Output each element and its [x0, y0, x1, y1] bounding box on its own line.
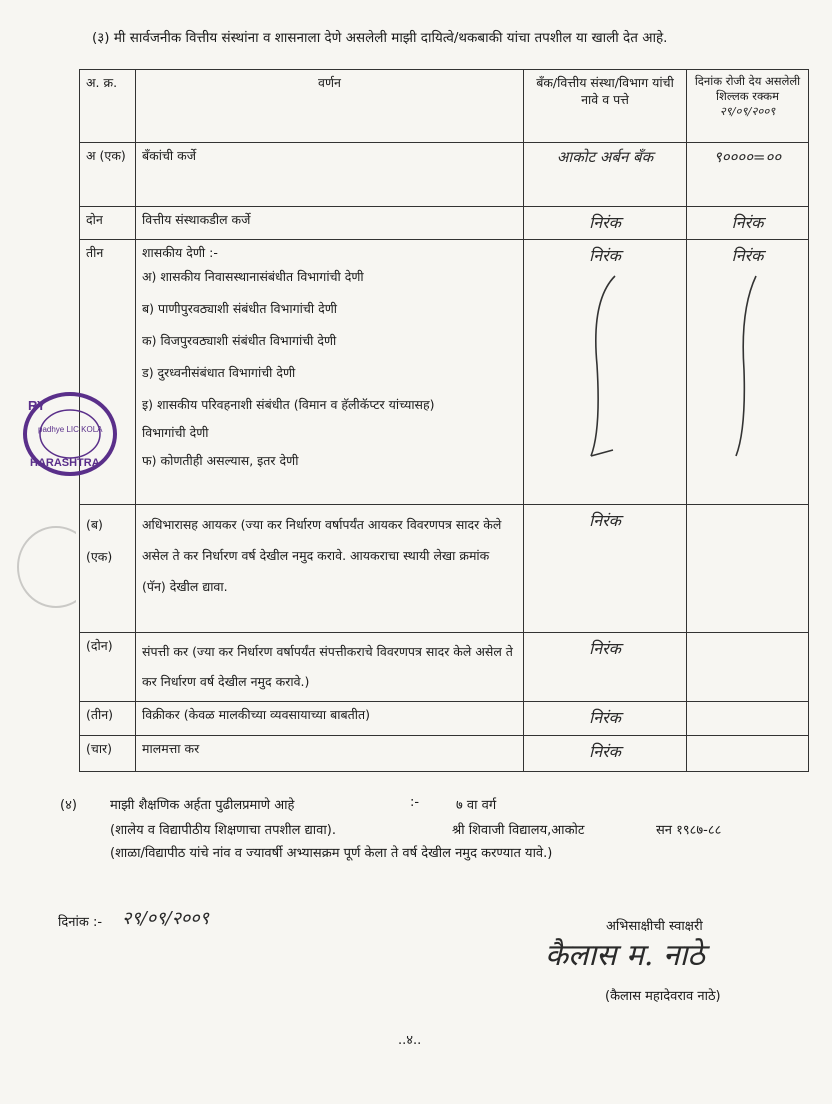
official-stamp-icon — [18, 386, 118, 482]
row-institution: निरंक — [524, 632, 687, 701]
row-serial: अ (एक) — [80, 143, 136, 207]
qualification-school: श्री शिवाजी विद्यालय,आकोट — [452, 823, 585, 838]
row-amount: निरंक — [687, 207, 809, 240]
row-amount-text: निरंक — [731, 246, 764, 266]
qualification-value: ७ वा वर्ग — [456, 798, 497, 813]
row-description: विक्रीकर (केवळ मालकीच्या व्यवसायाच्या बाबतीत) — [136, 701, 524, 735]
row-amount — [687, 632, 809, 701]
govt-subitem: फ) कोणतीही असल्यास, इतर देणी — [142, 453, 299, 469]
header-amount-handwritten: २९/०९/२००९ — [719, 104, 776, 118]
govt-subitems — [142, 261, 517, 477]
handwritten-brace-icon — [728, 270, 768, 460]
govt-subitem: ब) पाणीपुरवठ्याशी संबंधीत विभागांची देणी — [142, 301, 337, 317]
qualification-note: (शाळा/विद्यापीठ यांचे नांव व ज्यावर्षी अभ्यासक्रम पूर्ण केला ते वर्ष देखील नमुद करण्यात यावे.) — [110, 846, 553, 861]
header-institution: बँक/वित्तीय संस्था/विभाग यांची नावे व पत्ते — [524, 70, 687, 143]
row-serial: (ब) (एक) — [80, 504, 136, 632]
row-institution-text: निरंक — [589, 246, 621, 266]
row-description — [136, 240, 524, 504]
row-serial: (तीन) — [80, 701, 136, 735]
row-amount — [687, 504, 809, 632]
row-description: मालमत्ता कर — [136, 735, 524, 771]
govt-subitem: अ) शासकीय निवासस्थानासंबंधीत विभागांची देणी — [142, 269, 364, 285]
liabilities-table — [79, 69, 809, 772]
table-row — [80, 143, 809, 207]
signature-label: अभिसाक्षीची स्वाक्षरी — [606, 919, 703, 934]
stamp-middle-text: padhye LIC KOLA — [38, 425, 103, 434]
row-institution — [524, 240, 687, 504]
row-description: अधिभारासह आयकर (ज्या कर निर्धारण वर्षापर्यंत आयकर विवरणपत्र सादर केले असेल ते कर निर्धारण वर्ष देखील नमुद करावे. आयकराचा स्थायी लेखा क्रमांक (पॅन) देखील द्यावा. — [136, 504, 524, 632]
table-row — [80, 240, 809, 504]
qualification-number: (४) — [60, 798, 77, 813]
row-description: वित्तीय संस्थाकडील कर्जे — [136, 207, 524, 240]
qualification-colon: :- — [410, 795, 420, 810]
stamp-top-text: RY — [28, 398, 46, 413]
signature: कैलास म. नाठे — [545, 938, 705, 973]
handwritten-brace-icon — [585, 270, 625, 460]
govt-subitem: इ) शासकीय परिवहनाशी संबंधीत (विमान व हॅलीकॅप्टर यांच्यासह) — [142, 397, 435, 413]
row-description: बँकांची कर्जे — [136, 143, 524, 207]
row-serial: दोन — [80, 207, 136, 240]
govt-dues-title: शासकीय देणी :- — [142, 245, 218, 261]
table-row — [80, 701, 809, 735]
row-institution: निरंक — [524, 504, 687, 632]
header-amount-label: दिनांक रोजी देय असलेली शिल्लक रक्कम — [694, 74, 801, 103]
row-amount — [687, 735, 809, 771]
row-institution: आकोट अर्बन बँक — [524, 143, 687, 207]
table-row — [80, 504, 809, 632]
row-serial: (चार) — [80, 735, 136, 771]
row-institution: निरंक — [524, 207, 687, 240]
row-institution: निरंक — [524, 735, 687, 771]
qualification-year: सन १९८७-८८ — [656, 823, 722, 838]
header-amount — [687, 70, 809, 143]
qualification-detail: (शालेय व विद्यापीठीय शिक्षणाचा तपशील द्यावा). — [110, 823, 336, 838]
qualification-label: माझी शैक्षणिक अर्हता पुढीलप्रमाणे आहे — [110, 798, 295, 813]
row-description: संपत्ती कर (ज्या कर निर्धारण वर्षापर्यंत संपत्तीकराचे विवरणपत्र सादर केले असेल ते कर निर्धारण वर्ष देखील नमुद करावे.) — [136, 632, 524, 701]
row-serial: तीन — [80, 240, 136, 504]
row-amount: ९००००=०० — [687, 143, 809, 207]
date-value: २९/०९/२००९ — [122, 908, 210, 929]
faded-stamp-icon — [16, 522, 76, 612]
table-row — [80, 207, 809, 240]
govt-subitem: विभागांची देणी — [142, 425, 209, 441]
signer-name: (कैलास महादेवराव नाठे) — [605, 989, 721, 1004]
govt-subitem: ड) दुरध्वनीसंबंधात विभागांची देणी — [142, 365, 296, 381]
header-description: वर्णन — [136, 70, 524, 143]
header-serial: अ. क्र. — [80, 70, 136, 143]
stamp-bottom-text: HARASHTRA — [30, 457, 100, 469]
row-amount — [687, 701, 809, 735]
section-heading: (३) मी सार्वजनीक वित्तीय संस्थांना व शासनाला देणे असलेली माझी दायित्वे/थकबाकी यांचा तपशील या खाली देत आहे. — [92, 30, 668, 46]
table-row — [80, 735, 809, 771]
table-header-row — [80, 70, 809, 143]
page-number: ..४.. — [398, 1033, 422, 1048]
govt-subitem: क) विजपुरवठ्याशी संबंधीत विभागांची देणी — [142, 333, 337, 349]
row-institution: निरंक — [524, 701, 687, 735]
row-serial: (दोन) — [80, 632, 136, 701]
table-row — [80, 632, 809, 701]
row-amount — [687, 240, 809, 504]
date-label: दिनांक :- — [58, 915, 103, 930]
